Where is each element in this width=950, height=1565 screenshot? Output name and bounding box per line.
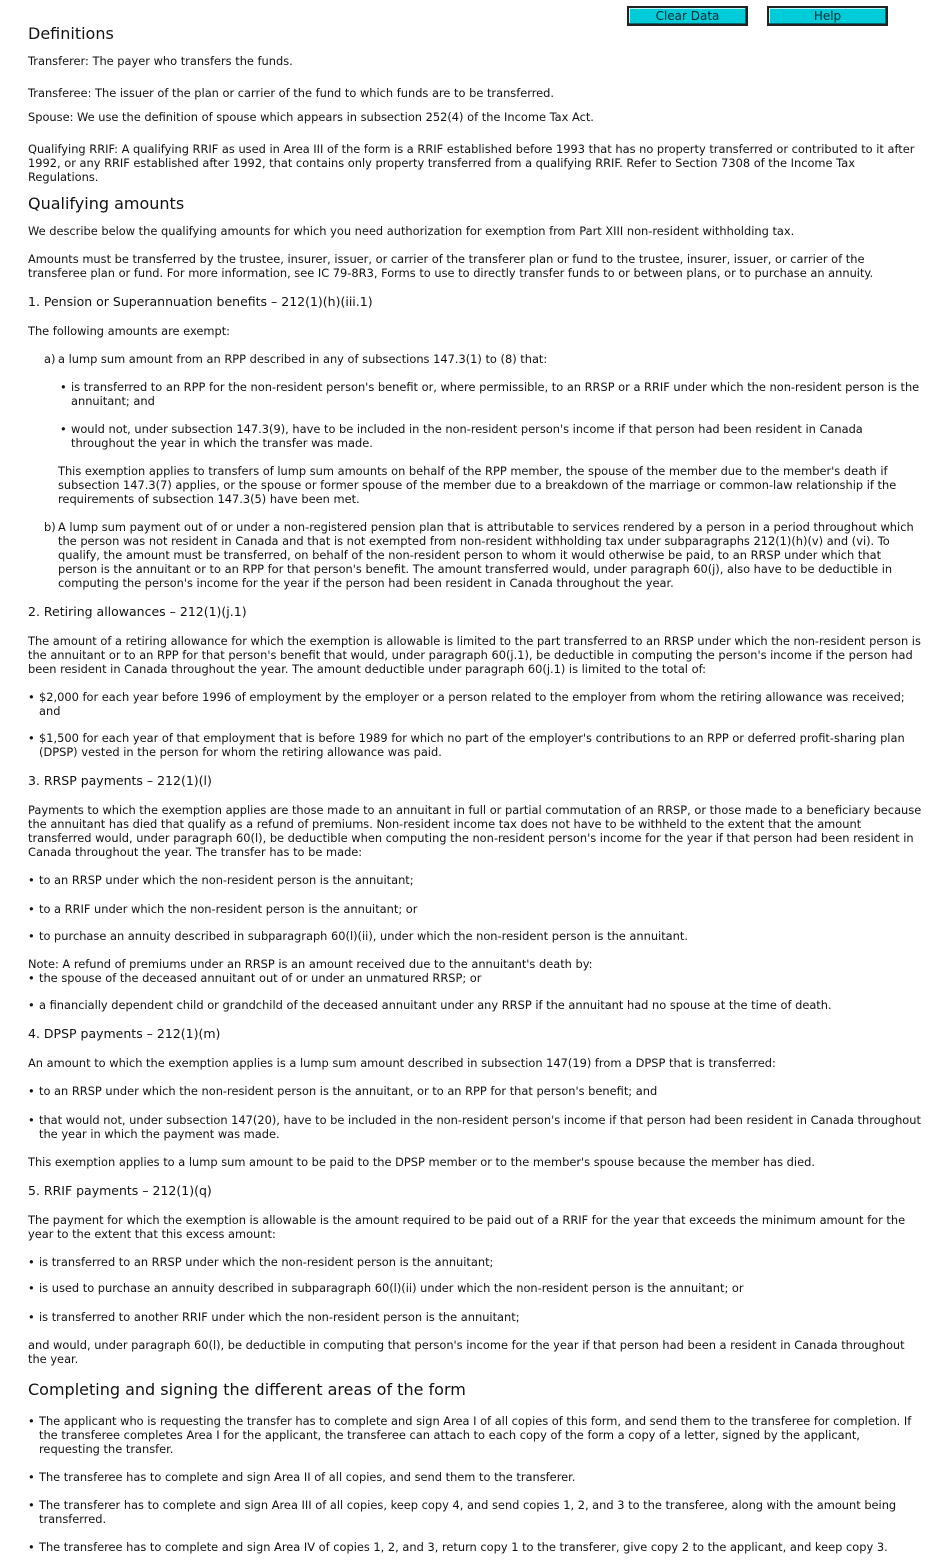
definitions-heading: Definitions: [28, 24, 114, 43]
completing-heading: Completing and signing the different areas of the form: [28, 1380, 466, 1399]
list-item: • is transferred to an RRSP under which the non-resident person is the annuitant;: [28, 1255, 922, 1269]
section-4-bullets: [28, 1084, 922, 1141]
section-4-heading: 4. DPSP payments – 212(1)(m): [28, 1026, 221, 1041]
item-b-text: A lump sum payment out of or under a non-registered pension plan that is attributable to services rendered by a person in a period throughout which the person was not resident in Canada and that is not exempted from non-resident withholding tax under subparagraphs 212(1)(h)(v) and (vi). To qualify, the amount must be transferred, on behalf of the non-resident person to whom it would otherwise be paid, to an RRSP under which that person is the annuitant or to an RPP for that person's benefit. The amount transferred would, under paragraph 60(j), also have to be deductible in computing the person's income for the year if the person had been resident in Canada throughout the year.: [58, 520, 914, 590]
section-5-bullets: [28, 1255, 922, 1324]
section-1-item-a: [28, 352, 922, 366]
def-qualifying-rrif: Qualifying RRIF: A qualifying RRIF as used in Area III of the form is a RRIF established before 1993 that has no property transferred or contributed to it after 1992, or any RRIF established after 1992, that contains only property transferred from a qualifying RRIF. Refer to Section 7308 of the Income Tax Regulations.: [28, 142, 915, 184]
list-item: • is transferred to another RRIF under which the non-resident person is the annuitant;: [28, 1310, 922, 1324]
item-a-text: a lump sum amount from an RPP described in any of subsections 147.3(1) to (8) that:: [58, 352, 548, 366]
section-5-heading: 5. RRIF payments – 212(1)(q): [28, 1183, 212, 1198]
section-3-intro: Payments to which the exemption applies are those made to an annuitant in full or partial commutation of an RRSP, or those made to a beneficiary because the annuitant has died that qualify as a refund of premiums. Non-resident income tax does not have to be withheld to the extent that the amount transferred would, under paragraph 60(l), be deductible when computing the non-resident person's income for the year if that person had been resident in Canada throughout the year. The transfer has to be made:: [28, 803, 922, 859]
section-1-heading: 1. Pension or Superannuation benefits – 212(1)(h)(iii.1): [28, 294, 373, 309]
list-item: • $1,500 for each year of that employment that is before 1989 for which no part of the employer's contributions to an RPP or deferred profit-sharing plan (DPSP) vested in the person for whom the retiring allowance was paid.: [28, 731, 922, 759]
qualifying-intro-2: Amounts must be transferred by the trustee, insurer, issuer, or carrier of the transferer plan or fund to the trustee, insurer, issuer, or carrier of the transferee plan or fund. For more information, see IC 79-8R3, Forms to use to directly transfer funds to or between plans, or to purchase an annuity.: [28, 252, 874, 280]
section-3-note: Note: A refund of premiums under an RRSP is an amount received due to the annuitant's death by:: [28, 957, 593, 971]
list-item: • to an RRSP under which the non-resident person is the annuitant, or to an RPP for that person's benefit; and: [28, 1084, 922, 1098]
item-a-label: a): [44, 352, 56, 366]
section-3-heading: 3. RRSP payments – 212(1)(l): [28, 773, 212, 788]
def-spouse: Spouse: We use the definition of spouse which appears in subsection 252(4) of the Income Tax Act.: [28, 110, 594, 124]
completing-bullets: [28, 1414, 922, 1554]
item-a-bullets: [28, 380, 922, 450]
list-item: • is transferred to an RPP for the non-resident person's benefit or, where permissible, to an RRSP or a RRIF under which the non-resident person is the annuitant; and: [60, 380, 922, 408]
section-2-heading: 2. Retiring allowances – 212(1)(j.1): [28, 604, 247, 619]
list-item: • is used to purchase an annuity described in subparagraph 60(l)(ii) under which the non-resident person is the annuitant; or: [28, 1281, 922, 1295]
section-3-note-bullets: [28, 971, 922, 1012]
instructions-page: [28, 18, 922, 1554]
list-item: • The transferer has to complete and sign Area III of all copies, keep copy 4, and send copies 1, 2, and 3 to the transferee, along with the amount being transferred.: [28, 1498, 922, 1526]
section-4-intro: An amount to which the exemption applies is a lump sum amount described in subsection 147(19) from a DPSP that is transferred:: [28, 1056, 776, 1070]
list-item: • that would not, under subsection 147(20), have to be included in the non-resident person's income if that person had been resident in Canada throughout the year in which the payment was made.: [28, 1113, 922, 1141]
def-transferer: Transferer: The payer who transfers the funds.: [28, 54, 293, 68]
section-2-intro: The amount of a retiring allowance for which the exemption is allowable is limited to the part transferred to an RRSP under which the non-resident person is the annuitant or to an RPP for that person's benefit that would, under paragraph 60(j.1), be deductible in computing the person's income if the person had been resident in Canada throughout the year. The amount deductible under paragraph 60(j.1) is limited to the total of:: [28, 634, 921, 676]
section-5-intro: The payment for which the exemption is allowable is the amount required to be paid out of a RRIF for the year that exceeds the minimum amount for the year to the extent that this excess amount:: [28, 1213, 906, 1241]
list-item: • the spouse of the deceased annuitant out of or under an unmatured RRSP; or: [28, 971, 922, 985]
clear-data-button[interactable]: Clear Data: [627, 6, 748, 26]
list-item: • $2,000 for each year before 1996 of employment by the employer or a person related to the employer from whom the retiring allowance was received; and: [28, 690, 922, 718]
section-1-intro: The following amounts are exempt:: [28, 324, 231, 338]
help-button[interactable]: Help: [767, 6, 888, 26]
item-a-note: This exemption applies to transfers of lump sum amounts on behalf of the RPP member, the spouse of the member due to the member's death if subsection 147.3(7) applies, or the spouse or former spouse of the member due to a breakdown of the marriage or common-law relationship if the requirements of subsection 147.3(5) have been met.: [58, 464, 897, 506]
item-b-label: b): [44, 520, 56, 534]
section-2-bullets: [28, 690, 922, 759]
list-item: • The applicant who is requesting the transfer has to complete and sign Area I of all copies of this form, and send them to the transferee for completion. If the transferee completes Area I for the applicant, the transferee can attach to each copy of the form a copy of a letter, signed by the applicant, requesting the transfer.: [28, 1414, 922, 1456]
list-item: • to an RRSP under which the non-resident person is the annuitant;: [28, 873, 922, 887]
section-1-item-b: [28, 520, 922, 590]
qualifying-heading: Qualifying amounts: [28, 194, 185, 213]
section-3-bullets: [28, 873, 922, 943]
section-4-outro: This exemption applies to a lump sum amount to be paid to the DPSP member or to the member's spouse because the member has died.: [28, 1155, 815, 1169]
qualifying-intro-1: We describe below the qualifying amounts for which you need authorization for exemption from Part XIII non-resident withholding tax.: [28, 224, 795, 238]
list-item: • The transferee has to complete and sign Area II of all copies, and send them to the transferer.: [28, 1470, 922, 1484]
list-item: • to a RRIF under which the non-resident person is the annuitant; or: [28, 902, 922, 916]
list-item: • to purchase an annuity described in subparagraph 60(l)(ii), under which the non-resident person is the annuitant.: [28, 929, 922, 943]
list-item: • The transferee has to complete and sign Area IV of copies 1, 2, and 3, return copy 1 to the transferer, give copy 2 to the applicant, and keep copy 3.: [28, 1540, 922, 1554]
list-item: • would not, under subsection 147.3(9), have to be included in the non-resident person's income if that person had been resident in Canada throughout the year in which the transfer was made.: [60, 422, 922, 450]
list-item: • a financially dependent child or grandchild of the deceased annuitant under any RRSP if the annuitant had no spouse at the time of death.: [28, 998, 922, 1012]
section-5-outro: and would, under paragraph 60(l), be deductible in computing that person's income for the year if that person had been a resident in Canada throughout the year.: [28, 1338, 905, 1366]
def-transferee: Transferee: The issuer of the plan or carrier of the fund to which funds are to be transferred.: [28, 86, 555, 100]
